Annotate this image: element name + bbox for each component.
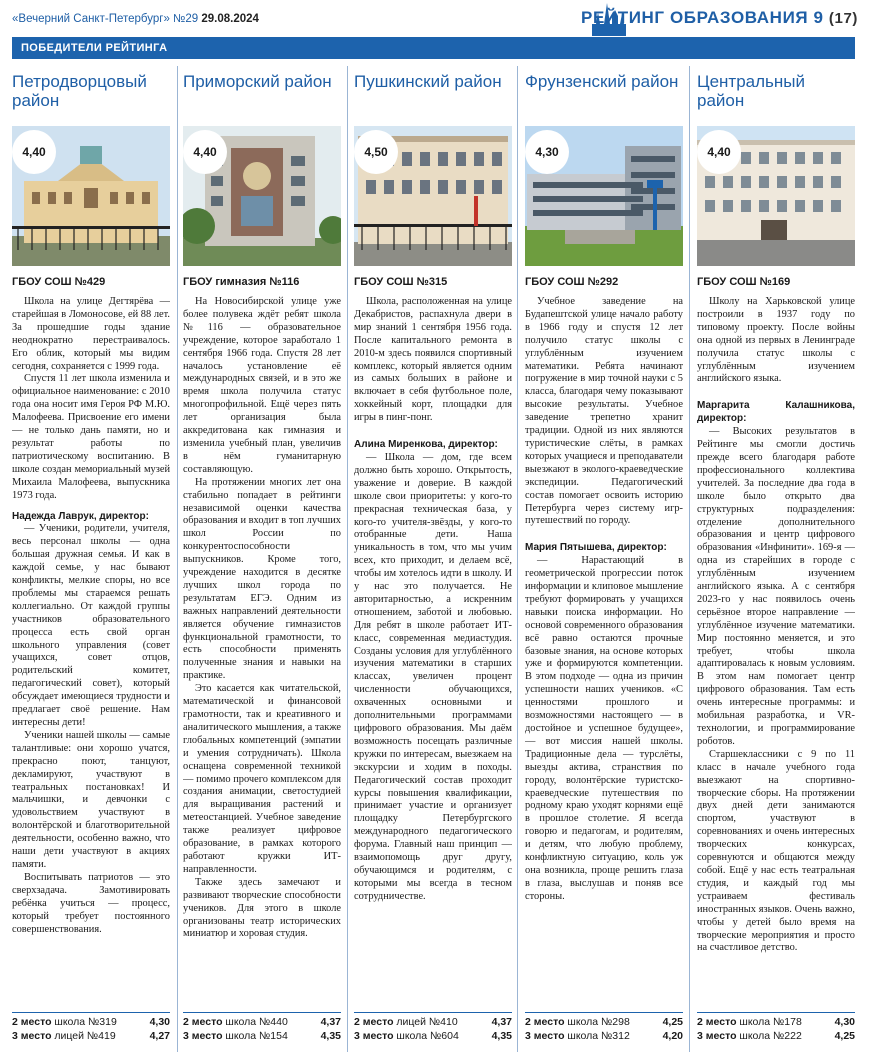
runner-up-row: 2 место школа №178 4,30 [697,1016,855,1028]
school-photo [525,126,683,266]
runner-up-list [183,1012,341,1044]
score-badge: 4,50 [354,130,398,174]
quote-paragraph: — Нарастающий в геометрической прогрессии поток информации и клиповое мышление требуют формировать у учащихся навыки поиска информации. Но основой современного образования всё равно остаются прочные базовые знания, на основе которых уже и формируются компетенции. В этом подходе — одна из причин успешности наших учеников. «С ценностями прошлого и возможностями настоящего — в достойное и успешное будущее», — вот миссия нашей школы. Традиционные дела — турслёты, выезды актива, странствия по городу, волонтёрские туристско-краеведческие путешествия по родному краю уходят корнями ещё в прошлое столетие. Я всегда говорю и педагогам, и родителям, и детям, что любую проблему, конфликтную ситуацию, коль уж она возникла, проще решить глаза в глаза, выслушав и поняв все стороны. [525,555,683,902]
score-badge: 4,40 [12,130,56,174]
runner-up-row: 3 место школа №604 4,35 [354,1030,512,1042]
page-header [0,0,878,38]
district-column [12,64,170,1056]
school-photo [354,126,512,266]
school-photo [12,126,170,266]
runner-up-row: 2 место школа №319 4,30 [12,1016,170,1028]
paragraph: Школу на Харьковской улице построили в 1937 году по типовому проекту. После войны она одной из первых в Ленинграде получила статус школы с углублённым изучением английского языка. [697,296,855,385]
score-badge: 4,40 [183,130,227,174]
school-photo [183,126,341,266]
director-name: Надежда Лаврук, директор: [12,510,149,522]
paragraph: Это касается как читательской, математической и финансовой грамотности, так и креативного и аналитического мышления, а также глобальных компетенций (эмпатии и умения сотрудничать). Школа оснащена современной техникой — помимо прочего комплексом для создания анимации, светостудией для выращивания растений и метеостанцией. Учебное заведение также реализует цифровое образование, в рамках которого работают кружки ИТ-направленности. [183,683,341,875]
director-name: Маргарита Калашникова, директор: [697,400,855,425]
score-badge: 4,40 [697,130,741,174]
paragraph: Школа на улице Дегтярёва — старейшая в Ломоносове, ей 88 лет. За прошедшие годы здание неоднократно перестраивалось. Его облик, который мы видим сегодня, сохраняется с 1999 года. [12,296,170,372]
runner-up-row: 3 место лицей №419 4,27 [12,1030,170,1042]
runner-up-row: 3 место школа №222 4,25 [697,1030,855,1042]
publication-line [12,13,259,25]
director-name: Мария Пятышева, директор: [525,542,667,554]
district-title: Фрунзенский район [525,72,679,91]
quote-paragraph: Ученики нашей школы — самые талантливые: они хорошо учатся, прекрасно поют, танцуют, декламируют, участвуют в театральных постановках! И мальчишки, и девчонки с удовольствием участвуют в волонтёрской и благотворительной деятельности, особенно важно, что наши дети участвуют в акциях памяти. [12,729,170,870]
paragraph: Школа, расположенная на улице Декабристов, распахнула двери в мир знаний 1 сентября 1956 года. После капитального ремонта в 2010-м здесь появился спортивный комплекс, который является одним из самых больших в районе и включает в себя футбольное поле, хоккейный корт, площадки для игры в пинг-понг. [354,296,512,424]
paragraph: Учебное заведение на Будапештской улице начало работу в 1966 году и спустя 12 лет получило статус школы с углублённым изучением математики. Ребята начинают погружение в мир точной науки с 5 класса, благодаря чему показывают высокие результаты. Учебное заведение трепетно хранит традиции. Одной из них являются туристические слёты, в рамках которых учащиеся и преподаватели выезжают в эколого-краеведческие экспедиции. Педагогический состав помогает освоить историю Петербурга через систему игр-путешествий по городу. [525,296,683,527]
column-divider [689,66,690,1052]
paragraph: Также здесь замечают и развивают творческие способности учеников. Для этого в школе организованы театр исторических миниатюр и хоровая студия. [183,876,341,940]
runner-up-row: 3 место школа №154 4,35 [183,1030,341,1042]
district-column [525,64,683,1056]
district-column [183,64,341,1056]
district-title: Пушкинский район [354,72,502,91]
runner-up-list [354,1012,512,1044]
district-title: Центральный район [697,72,805,110]
school-name: ГБОУ СОШ №169 [697,276,791,288]
school-name: ГБОУ СОШ №292 [525,276,619,288]
article-text [183,296,341,1008]
section-name: РЕЙТИНГ ОБРАЗОВАНИЯ 9 [581,8,824,27]
runner-up-row: 2 место школа №440 4,37 [183,1016,341,1028]
school-name: ГБОУ СОШ №315 [354,276,448,288]
article-text [12,296,170,1008]
district-column [697,64,855,1056]
column-divider [517,66,518,1052]
column-divider [177,66,178,1052]
school-photo [697,126,855,266]
quote-paragraph: — Школа — дом, где всем должно быть хорошо. Открытость, уважение и доверие. В каждой школе свои приоритеты: у кого-то прекрасная техническая база, у кого-то учителя-звёзды, у кого-то отобранные дети. Наша уникальность в том, что мы учим всех, кто приходит, и делаем всё, чтобы им хотелось идти в школу. И у нас это получается. Не авторитарностью, а искренним отношением, заботой и любовью. Для ребят в школе работает ИТ-класс, современная медиастудия. Созданы условия для углублённого изучения математики в старших классах, увеличен процент численности обучающихся, охваченных основными и дополнительными программами цифрового образования. Мы даём возможность посещать различные кружки по интересам, выезжаем на экскурсии и ходим в походы. Педагогический состав проходит курсы повышения квалификации, принимает участие и организует площадку Петербургского международного педагогического форума. Главный наш принцип — взаимопомощь друг другу, обучающимся и родителям, с которыми мы всегда в тесном сотрудничестве. [354,451,512,902]
publication-name: «Вечерний Санкт-Петербург» №29 [12,13,199,25]
runner-up-row: 2 место лицей №410 4,37 [354,1016,512,1028]
page-number: (17) [828,10,858,27]
quote-paragraph: Воспитывать патриотов — это сверхзадача. Замотивировать ребёнка учиться — процесс, который требует постоянного совершенствования. [12,871,170,935]
quote-paragraph: — Ученики, родители, учителя, весь персонал школы — одна большая дружная семья. И как в каждой семье, у нас бывают конфликты, мелкие споры, но все проблемы мы стараемся решать коллегиально. От каждой группы участников образовательного процесса есть свой орган школьного управления (совет учащихся, совет отцов, родительский комитет, педагогический совет), который обсуждает имеющиеся трудности и предлагает своё решение. Нам интересны дети! [12,523,170,728]
runner-up-row: 3 место школа №312 4,20 [525,1030,683,1042]
school-name: ГБОУ СОШ №429 [12,276,106,288]
article-text [354,296,512,1008]
column-divider [347,66,348,1052]
district-title: Приморский район [183,72,332,91]
quote-paragraph: Старшеклассники с 9 по 11 класс в начале учебного года выезжают на спортивно-творческие сборы. На протяжении двух дней дети занимаются спортом, участвуют в соревнованиях и очень интересных творческих конкурсах, соревнуются и общаются между собой. Ещё у нас есть театральная студия, и каждый год мы устраиваем фестиваль иностранных языков. Очень важно, чтобы у детей было время на творческие мероприятия и просто на счастливое детство. [697,748,855,954]
winners-banner: ПОБЕДИТЕЛИ РЕЙТИНГА [12,37,855,59]
quote-paragraph: — Высоких результатов в Рейтинге мы смогли достичь прежде всего благодаря работе профессионального коллектива учителей. За последние два года в школе было открыто два структурных подразделения: отделение дополнительного образования и центр цифрового образования «Инфинити». 169-я — одна из старейших в городе с углублённым изучением английского языка. А с сентября 2023-го у нас появилось очень серьёзное второе направление — углублённое изучение математики. Мир постоянно меняется, и это требует, чтобы школа адаптировалась к новым условиям. В этом нам помогает центр цифрового образования. Там есть очень интересные программы: и мобильная разработка, и VR-технологии, и программирование роботов. [697,426,855,747]
runner-up-list [525,1012,683,1044]
district-title: Петродворцовый район [12,72,147,110]
article-text [525,296,683,1008]
publication-date: 29.08.2024 [201,13,259,25]
district-column [354,64,512,1056]
runner-up-list [12,1012,170,1044]
section-title [581,8,858,28]
article-text [697,296,855,1008]
paragraph: На протяжении многих лет она стабильно попадает в рейтинги независимой оценки качества образования и входит в топ лучших школ России по конкурентоспособности выпускников. Кроме того, учреждение находится в десятке лучших школ города по результатам ЕГЭ. Одним из важных направлений деятельности является обучение гимназистов функциональной грамотности, то есть способности применять полученные знания и навыки на практике. [183,476,341,682]
score-badge: 4,30 [525,130,569,174]
director-name: Алина Миренкова, директор: [354,439,498,451]
school-name: ГБОУ гимназия №116 [183,276,300,288]
paragraph: На Новосибирской улице уже более полувека ждёт ребят школа №116 — образовательное учреждение, которое заработало 1 сентября 1966 года. Спустя 28 лет началось установление её международных связей, и в это же время школа получила статус многопрофильной. Ещё через пять лет организация была аккредитована как гимназия и изменила учебный план, увеличив в нём гуманитарную составляющую. [183,296,341,475]
paragraph: Спустя 11 лет школа изменила и официальное наименование: с 2010 года она носит имя Героя РФ М.Ю. Малофеева. Присвоение его имени — не только дань памяти, но и результат работы по патриотическому воспитанию. В школе создан мемориальный музей Михаила Малофеева, выпускника 1973 года. [12,373,170,501]
runner-up-row: 2 место школа №298 4,25 [525,1016,683,1028]
runner-up-list [697,1012,855,1044]
